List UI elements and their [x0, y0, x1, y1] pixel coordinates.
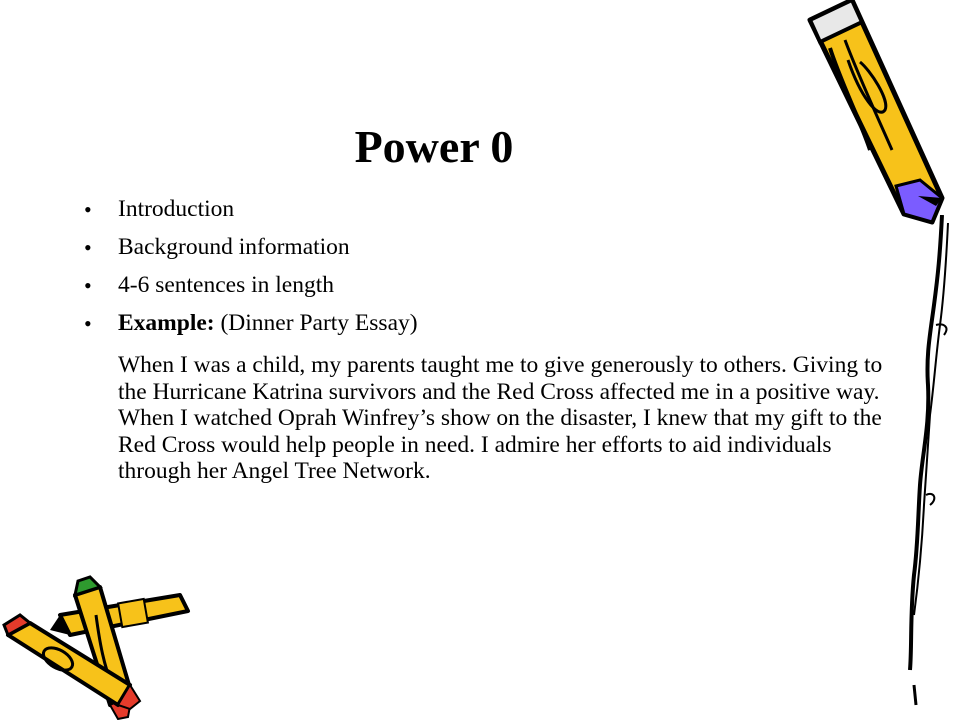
- bullet-text: Background information: [118, 234, 350, 260]
- bullet-item: [80, 234, 890, 261]
- example-label: Example:: [118, 310, 215, 336]
- bullet-dot: •: [84, 311, 92, 336]
- bullet-dot: •: [84, 197, 92, 222]
- bullet-list: [80, 196, 890, 348]
- bullet-text: 4-6 sentences in length: [118, 272, 335, 298]
- scribble-line: [900, 215, 960, 720]
- bullet-item: [80, 310, 890, 337]
- bullet-item: [80, 272, 890, 299]
- bullet-dot: •: [84, 235, 92, 260]
- slide-title: Power 0: [354, 121, 514, 172]
- bullet-dot: •: [84, 273, 92, 298]
- bullet-text: (Dinner Party Essay): [214, 310, 418, 336]
- pencil-icon: [800, 0, 950, 230]
- pencils-icon: [0, 575, 200, 720]
- example-paragraph: When I was a child, my parents taught me to give generously to others. Giving to the Hurricane Katrina survivors and the Red Cross affected me in a positive way. When I watched Oprah Winfrey’s show on the disaster, I knew that my gift to the Red Cross would help people in need. I admire her efforts to aid individuals through her Angel Tree Network.: [118, 352, 883, 485]
- bullet-item: [80, 196, 890, 223]
- bullet-text: Introduction: [118, 196, 235, 222]
